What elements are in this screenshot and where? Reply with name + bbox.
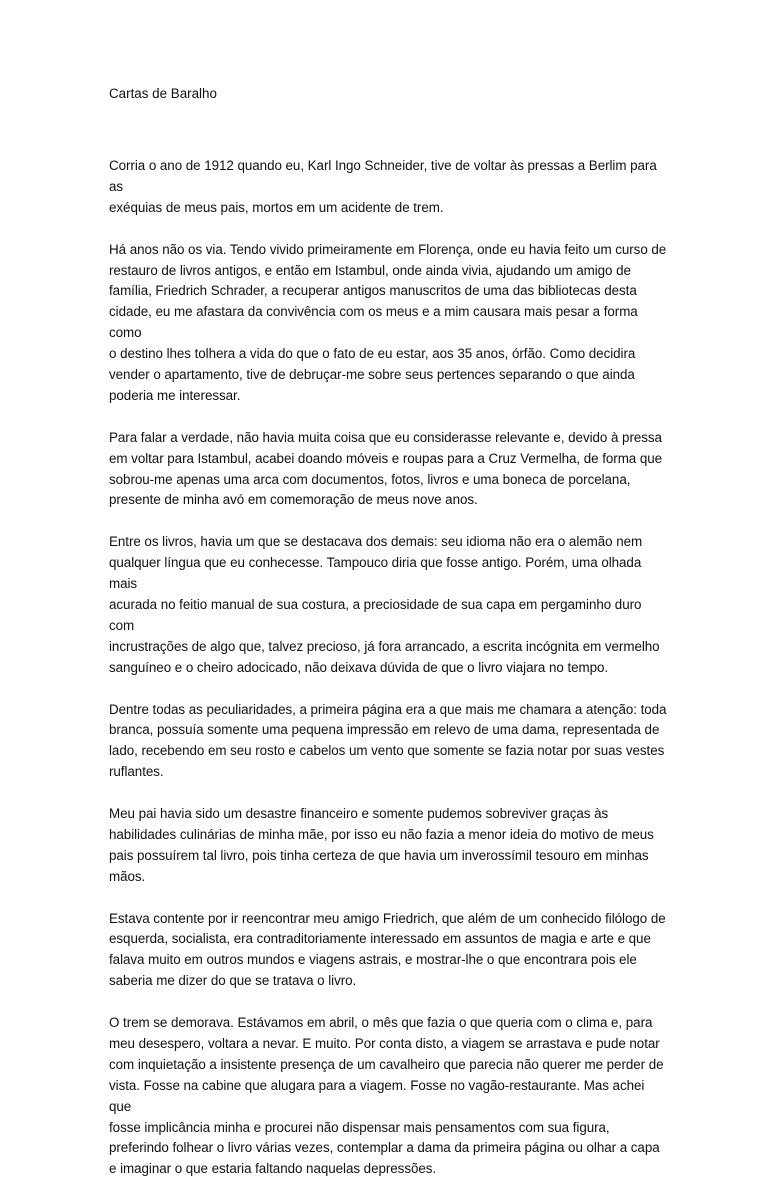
paragraph-7: Estava contente por ir reencontrar meu amigo Friedrich, que além de um conhecido filólogo de esquerda, socialista, era contraditoriamente interessado em assuntos de magia e arte e que falava muito em outros mundos e viagens astrais, e mostrar-lhe o que encontrara pois ele saberia me dizer do que se tratava o livro.	[109, 910, 666, 989]
paragraph-1: Corria o ano de 1912 quando eu, Karl Ingo Schneider, tive de voltar às pressas a Berlim para as exéquias de meus pais, mortos em um acidente de trem.	[109, 158, 657, 215]
document-title: Cartas de Baralho	[109, 86, 217, 101]
paragraph-2: Há anos não os via. Tendo vivido primeiramente em Florença, onde eu havia feito um curso de restauro de livros antigos, e então em Istambul, onde ainda vivia, ajudando um amigo de família, Friedrich Schrader, a recuperar antigos manuscritos de uma das bibliotecas desta cidade, eu me afastara da convivência com os meus e a mim causara mais pesar a forma como o destino lhes tolhera a vida do que o fato de eu estar, aos 35 anos, órfão. Como decidira vender o apartamento, tive de debruçar-me sobre seus pertences separando o que ainda poderia me interessar.	[109, 241, 667, 403]
paragraph-6: Meu pai havia sido um desastre financeiro e somente pudemos sobreviver graças às habilidades culinárias de minha mãe, por isso eu não fazia a menor ideia do motivo de meus pais possuírem tal livro, pois tinha certeza de que havia um inverossímil tesouro em minhas mãos.	[109, 806, 654, 884]
paragraph-8: O trem se demorava. Estávamos em abril, o mês que fazia o que queria com o clima e, para meu desespero, voltara a nevar. E muito. Por conta disto, a viagem se arrastava e pude notar com inquietação a insistente presença de um cavalheiro que parecia não querer me perder de vista. Fosse na cabine que alugara para a viagem. Fosse no vagão-restaurante. Mas achei que fosse implicância minha e procurei não dispensar mais pensamentos com sua figura, preferindo folhear o livro várias vezes, contemplar a dama da primeira página ou olhar a capa e imaginar o que estaria faltando naquelas depressões.	[109, 1015, 664, 1177]
document-body	[109, 156, 669, 1201]
document-page	[109, 84, 669, 1177]
paragraph-4: Entre os livros, havia um que se destacava dos demais: seu idioma não era o alemão nem qualquer língua que eu conhecesse. Tampouco diria que fosse antigo. Porém, uma olhada mais acurada no feitio manual de sua costura, a preciosidade de sua capa em pergaminho duro com incrustrações de algo que, talvez precioso, já fora arrancado, a escrita incógnita em vermelho sanguíneo e o cheiro adocicado, não deixava dúvida de que o livro viajara no tempo.	[109, 534, 660, 675]
paragraph-3: Para falar a verdade, não havia muita coisa que eu considerasse relevante e, devido à pressa em voltar para Istambul, acabei doando móveis e roupas para a Cruz Vermelha, de forma que sobrou-me apenas uma arca com documentos, fotos, livros e uma boneca de porcelana, presente de minha avó em comemoração de meus nove anos.	[109, 429, 663, 508]
paragraph-5: Dentre todas as peculiaridades, a primeira página era a que mais me chamara a atenção: toda branca, possuía somente uma pequena impressão em relevo de uma dama, representada de lado, recebendo em seu rosto e cabelos um vento que somente se fazia notar por suas vestes ruflantes.	[109, 701, 667, 780]
